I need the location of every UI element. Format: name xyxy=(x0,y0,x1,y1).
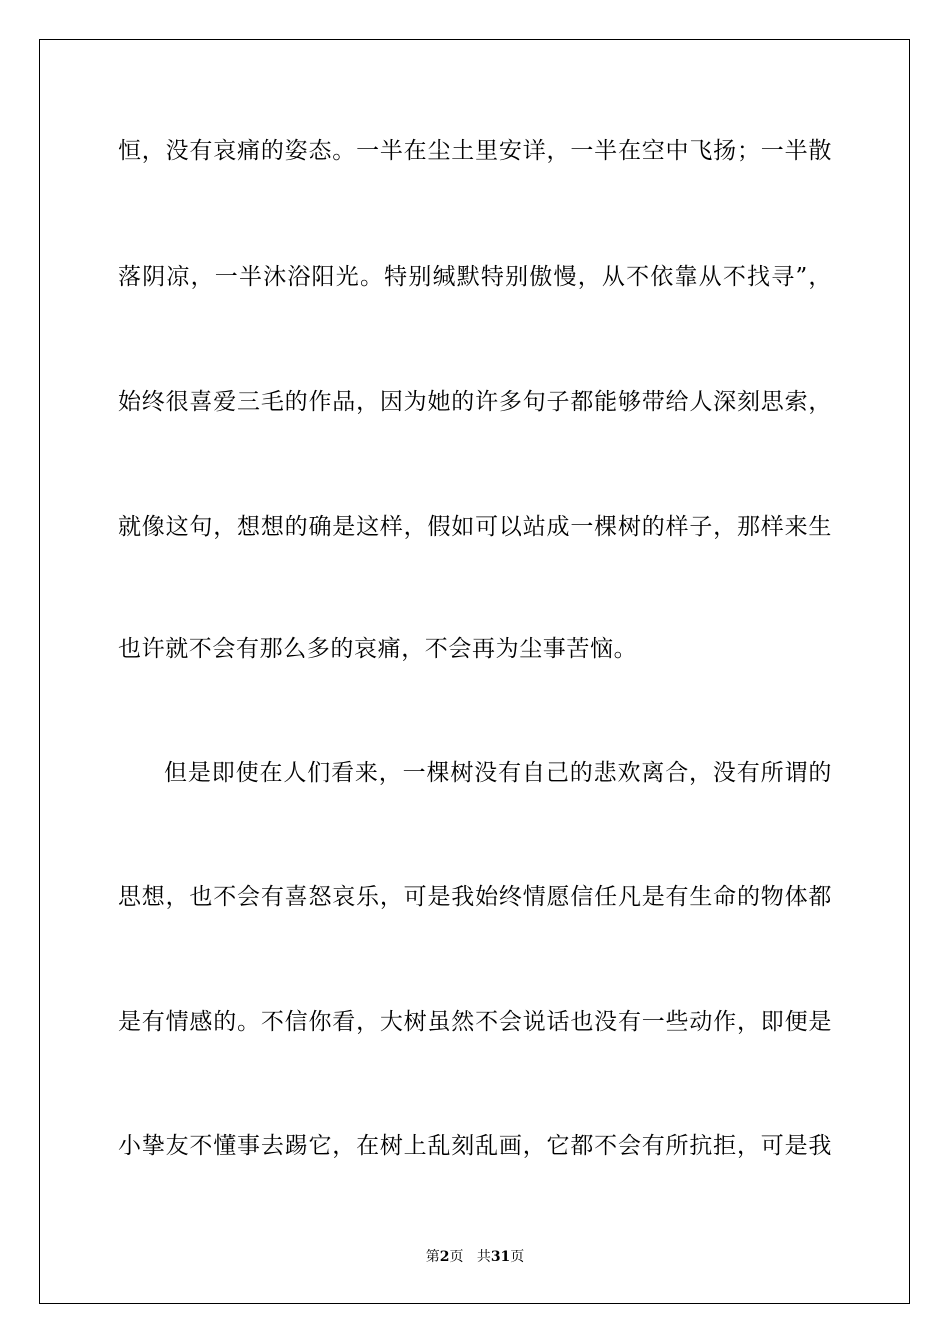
text-line: 就像这句，想想的确是这样，假如可以站成一棵树的样子，那样来生 xyxy=(118,514,832,540)
text-line: 但是即使在人们看来，一棵树没有自己的悲欢离合，没有所谓的 xyxy=(164,760,832,786)
text-line: 也许就不会有那么多的哀痛，不会再为尘事苦恼。 xyxy=(118,636,638,662)
text-line: 落阴凉，一半沐浴阳光。特别缄默特别傲慢，从不依靠从不找寻”， xyxy=(118,264,832,290)
total-prefix: 共 xyxy=(476,1249,491,1265)
text-line: 小挚友不懂事去踢它，在树上乱刻乱画，它都不会有所抗拒，可是我 xyxy=(118,1133,832,1159)
page-number: 2 xyxy=(439,1249,450,1265)
page-footer xyxy=(0,1248,950,1266)
page-prefix: 第 xyxy=(425,1249,440,1265)
total-pages: 31 xyxy=(490,1249,511,1265)
text-line: 思想，也不会有喜怒哀乐，可是我始终情愿信任凡是有生命的物体都 xyxy=(118,884,832,910)
page-suffix: 页 xyxy=(449,1249,464,1265)
text-line: 始终很喜爱三毛的作品，因为她的许多句子都能够带给人深刻思索， xyxy=(118,389,832,415)
page-border xyxy=(39,39,910,1304)
text-line: 是有情感的。不信你看，大树虽然不会说话也没有一些动作，即便是 xyxy=(118,1009,832,1035)
text-line: 恒，没有哀痛的姿态。一半在尘土里安详，一半在空中飞扬；一半散 xyxy=(118,138,832,164)
total-suffix: 页 xyxy=(510,1249,525,1265)
